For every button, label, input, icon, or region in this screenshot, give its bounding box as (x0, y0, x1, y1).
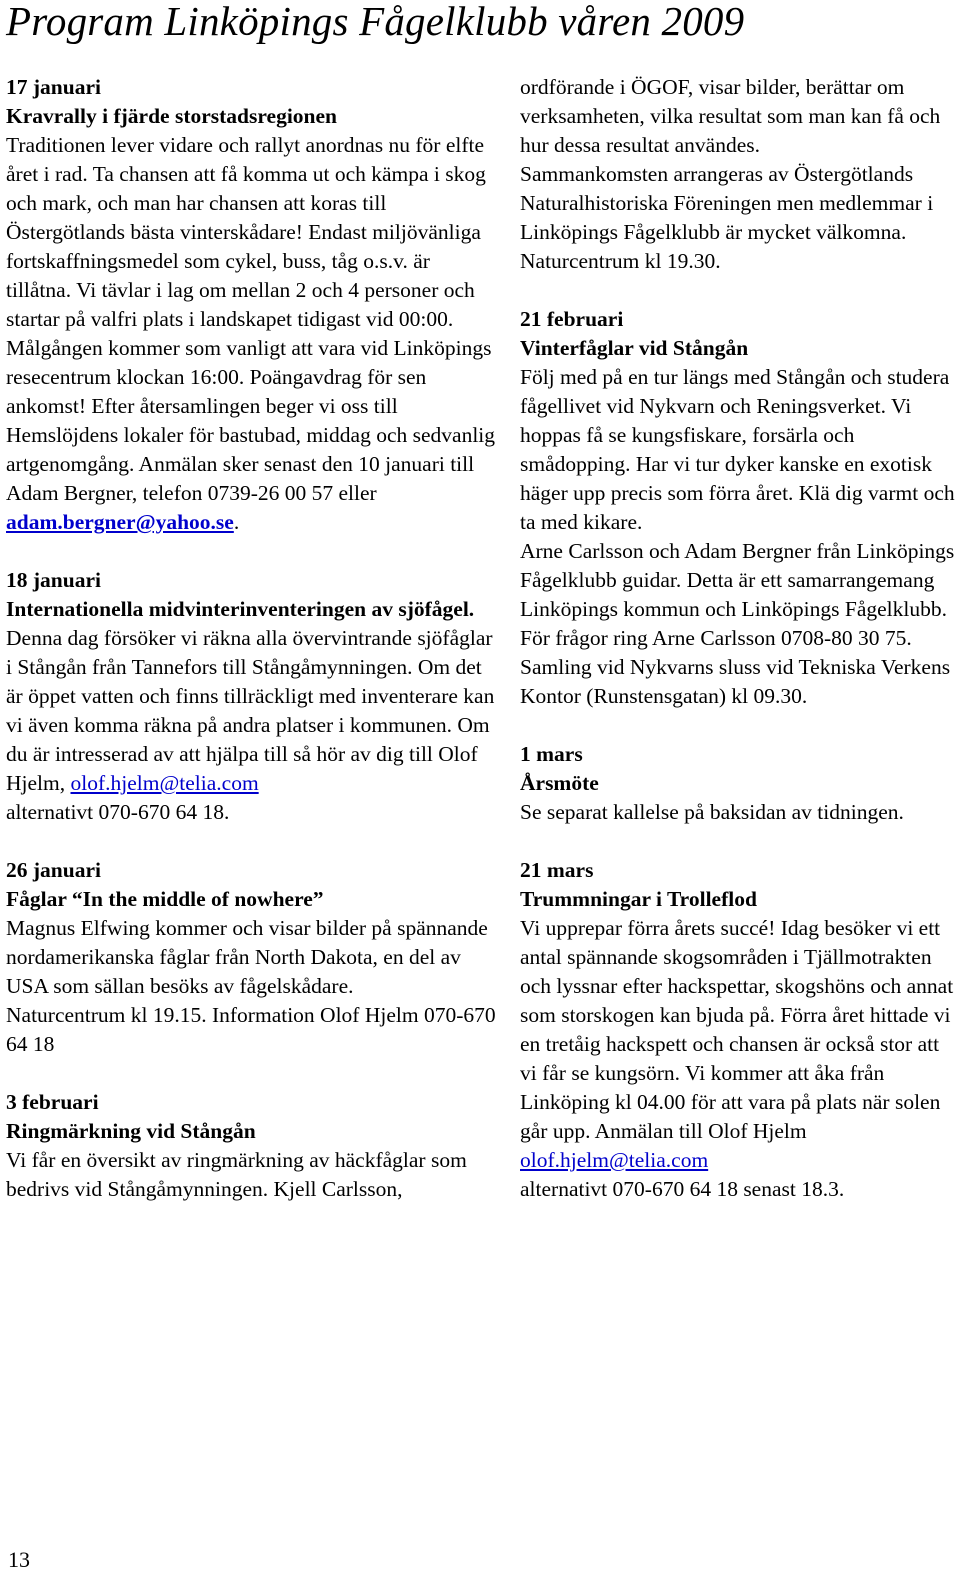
event-date: 26 januari (6, 858, 101, 882)
event-title: Vinterfåglar vid Stångån (520, 336, 749, 360)
event-description: Se separat kallelse på baksidan av tidningen. (520, 800, 904, 824)
event-description (6, 624, 496, 798)
event-description: Vi upprepar förra årets succé! Idag besöker vi ett antal spännande skogsområden i Tjällmotrakten och lyssnar efter hackspettar, skogshöns och annat som storskogen kan bjuda på. Förra året hittade vi en tretåig hackspett och chansen är också stor att vi får se kungsörn. Vi kommer att åka från Linköping kl 04.00 för att vara på plats när solen går upp. Anmälan till Olof Hjelm (520, 916, 954, 1143)
event-contact (520, 1146, 960, 1175)
event-date: 3 februari (6, 1090, 99, 1114)
event-guides: Arne Carlsson och Adam Bergner från Linköpings Fågelklubb guidar. Detta är ett samarrangemang Linköpings kommun och Linköpings Fågelklubb. För frågor ring Arne Carlsson 0708-80 30 75. (520, 539, 955, 650)
event-title: Internationella midvinterinventeringen av sjöfågel. (6, 597, 475, 621)
event-time: Naturcentrum kl 19.15. Information Olof Hjelm 070-670 64 18 (6, 1003, 496, 1056)
event-time: Naturcentrum kl 19.30. (520, 249, 721, 273)
event-3-februari (6, 1088, 496, 1204)
event-description-text: Denna dag försöker vi räkna alla övervintrande sjöfåglar i Stångån från Tannefors till Stångåmynningen. Om det är öppet vatten och finns tillräckligt med inventerare kan vi även komma räkna på andra platser i kommunen. Om du är intresserad av att hjälpa till så hör av dig till Olof Hjelm, (6, 626, 495, 795)
event-meeting-point: Samling vid Nykvarns sluss vid Tekniska Verkens Kontor (Runstensgatan) kl 09.30. (520, 655, 951, 708)
event-date: 21 mars (520, 858, 594, 882)
event-17-januari (6, 73, 496, 537)
email-link[interactable]: adam.bergner@yahoo.se (6, 510, 234, 534)
event-title: Ringmärkning vid Stångån (6, 1119, 256, 1143)
event-21-februari (520, 305, 960, 711)
event-description: Magnus Elfwing kommer och visar bilder på spännande nordamerikanska fåglar från North Dakota, en del av USA som sällan besöks av fågelskådare. (6, 916, 488, 998)
event-date: 1 mars (520, 742, 583, 766)
event-description: ordförande i ÖGOF, visar bilder, berättar om verksamheten, vilka resultat som man kan få och hur dessa resultat användes. (520, 75, 941, 157)
event-title: Kravrally i fjärde storstadsregionen (6, 104, 338, 128)
event-1-mars (520, 740, 960, 827)
event-description: Vi får en översikt av ringmärkning av häckfåglar som bedrivs vid Stångåmynningen. Kjell Carlsson, (6, 1148, 467, 1201)
event-contact-alt: alternativt 070-670 64 18 senast 18.3. (520, 1177, 845, 1201)
event-date: 21 februari (520, 307, 624, 331)
event-description (6, 131, 496, 537)
email-suffix: . (233, 510, 240, 534)
event-18-januari (6, 566, 496, 827)
event-date: 18 januari (6, 568, 101, 592)
email-link[interactable]: olof.hjelm@telia.com (520, 1148, 709, 1172)
event-title: Årsmöte (520, 771, 599, 795)
event-21-mars (520, 856, 960, 1204)
event-contact-alt: alternativt 070-670 64 18. (6, 800, 230, 824)
event-description: Följ med på en tur längs med Stångån och studera fågellivet vid Nykvarn och Reningsverket. Vi hoppas få se kungsfiskare, forsärla och smådopping. Har vi tur dyker kanske en exotisk häger upp precis som förra året. Klä dig varmt och ta med kikare. (520, 365, 955, 534)
event-organizer: Sammankomsten arrangeras av Östergötlands Naturalhistoriska Föreningen men medlemmar i Linköpings Fågelklubb är mycket välkomna. (520, 162, 934, 244)
event-date: 17 januari (6, 75, 101, 99)
event-title: Trummningar i Trolleflod (520, 887, 757, 911)
email-link[interactable]: olof.hjelm@telia.com (70, 771, 259, 795)
event-title: Fåglar “In the middle of nowhere” (6, 887, 324, 911)
event-26-januari (6, 856, 496, 1059)
right-column (520, 73, 960, 1233)
event-3-februari-continued (520, 73, 960, 276)
left-column (6, 73, 496, 1233)
event-description-text: Traditionen lever vidare och rallyt anordnas nu för elfte året i rad. Ta chansen att få komma ut och kämpa i skog och mark, och man har chansen att koras till Östergötlands bästa vinterskådare! Endast miljövänliga fortskaffningsmedel som cykel, buss, tåg o.s.v. är tillåtna. Vi tävlar i lag om mellan 2 och 4 personer och startar på valfri plats i landskapet tidigast vid 00:00. Målgången kommer som vanligt att vara vid Linköpings resecentrum klockan 16:00. Poängavdrag för sen ankomst! Efter återsamlingen beger vi oss till Hemslöjdens lokaler för bastubad, middag och sedvanlig artgenomgång. Anmälan sker senast den 10 januari till Adam Bergner, telefon 0739-26 00 57 eller (6, 133, 496, 505)
page-title: Program Linköpings Fågelklubb våren 2009 (6, 0, 745, 44)
page-number: 13 (8, 1547, 30, 1572)
